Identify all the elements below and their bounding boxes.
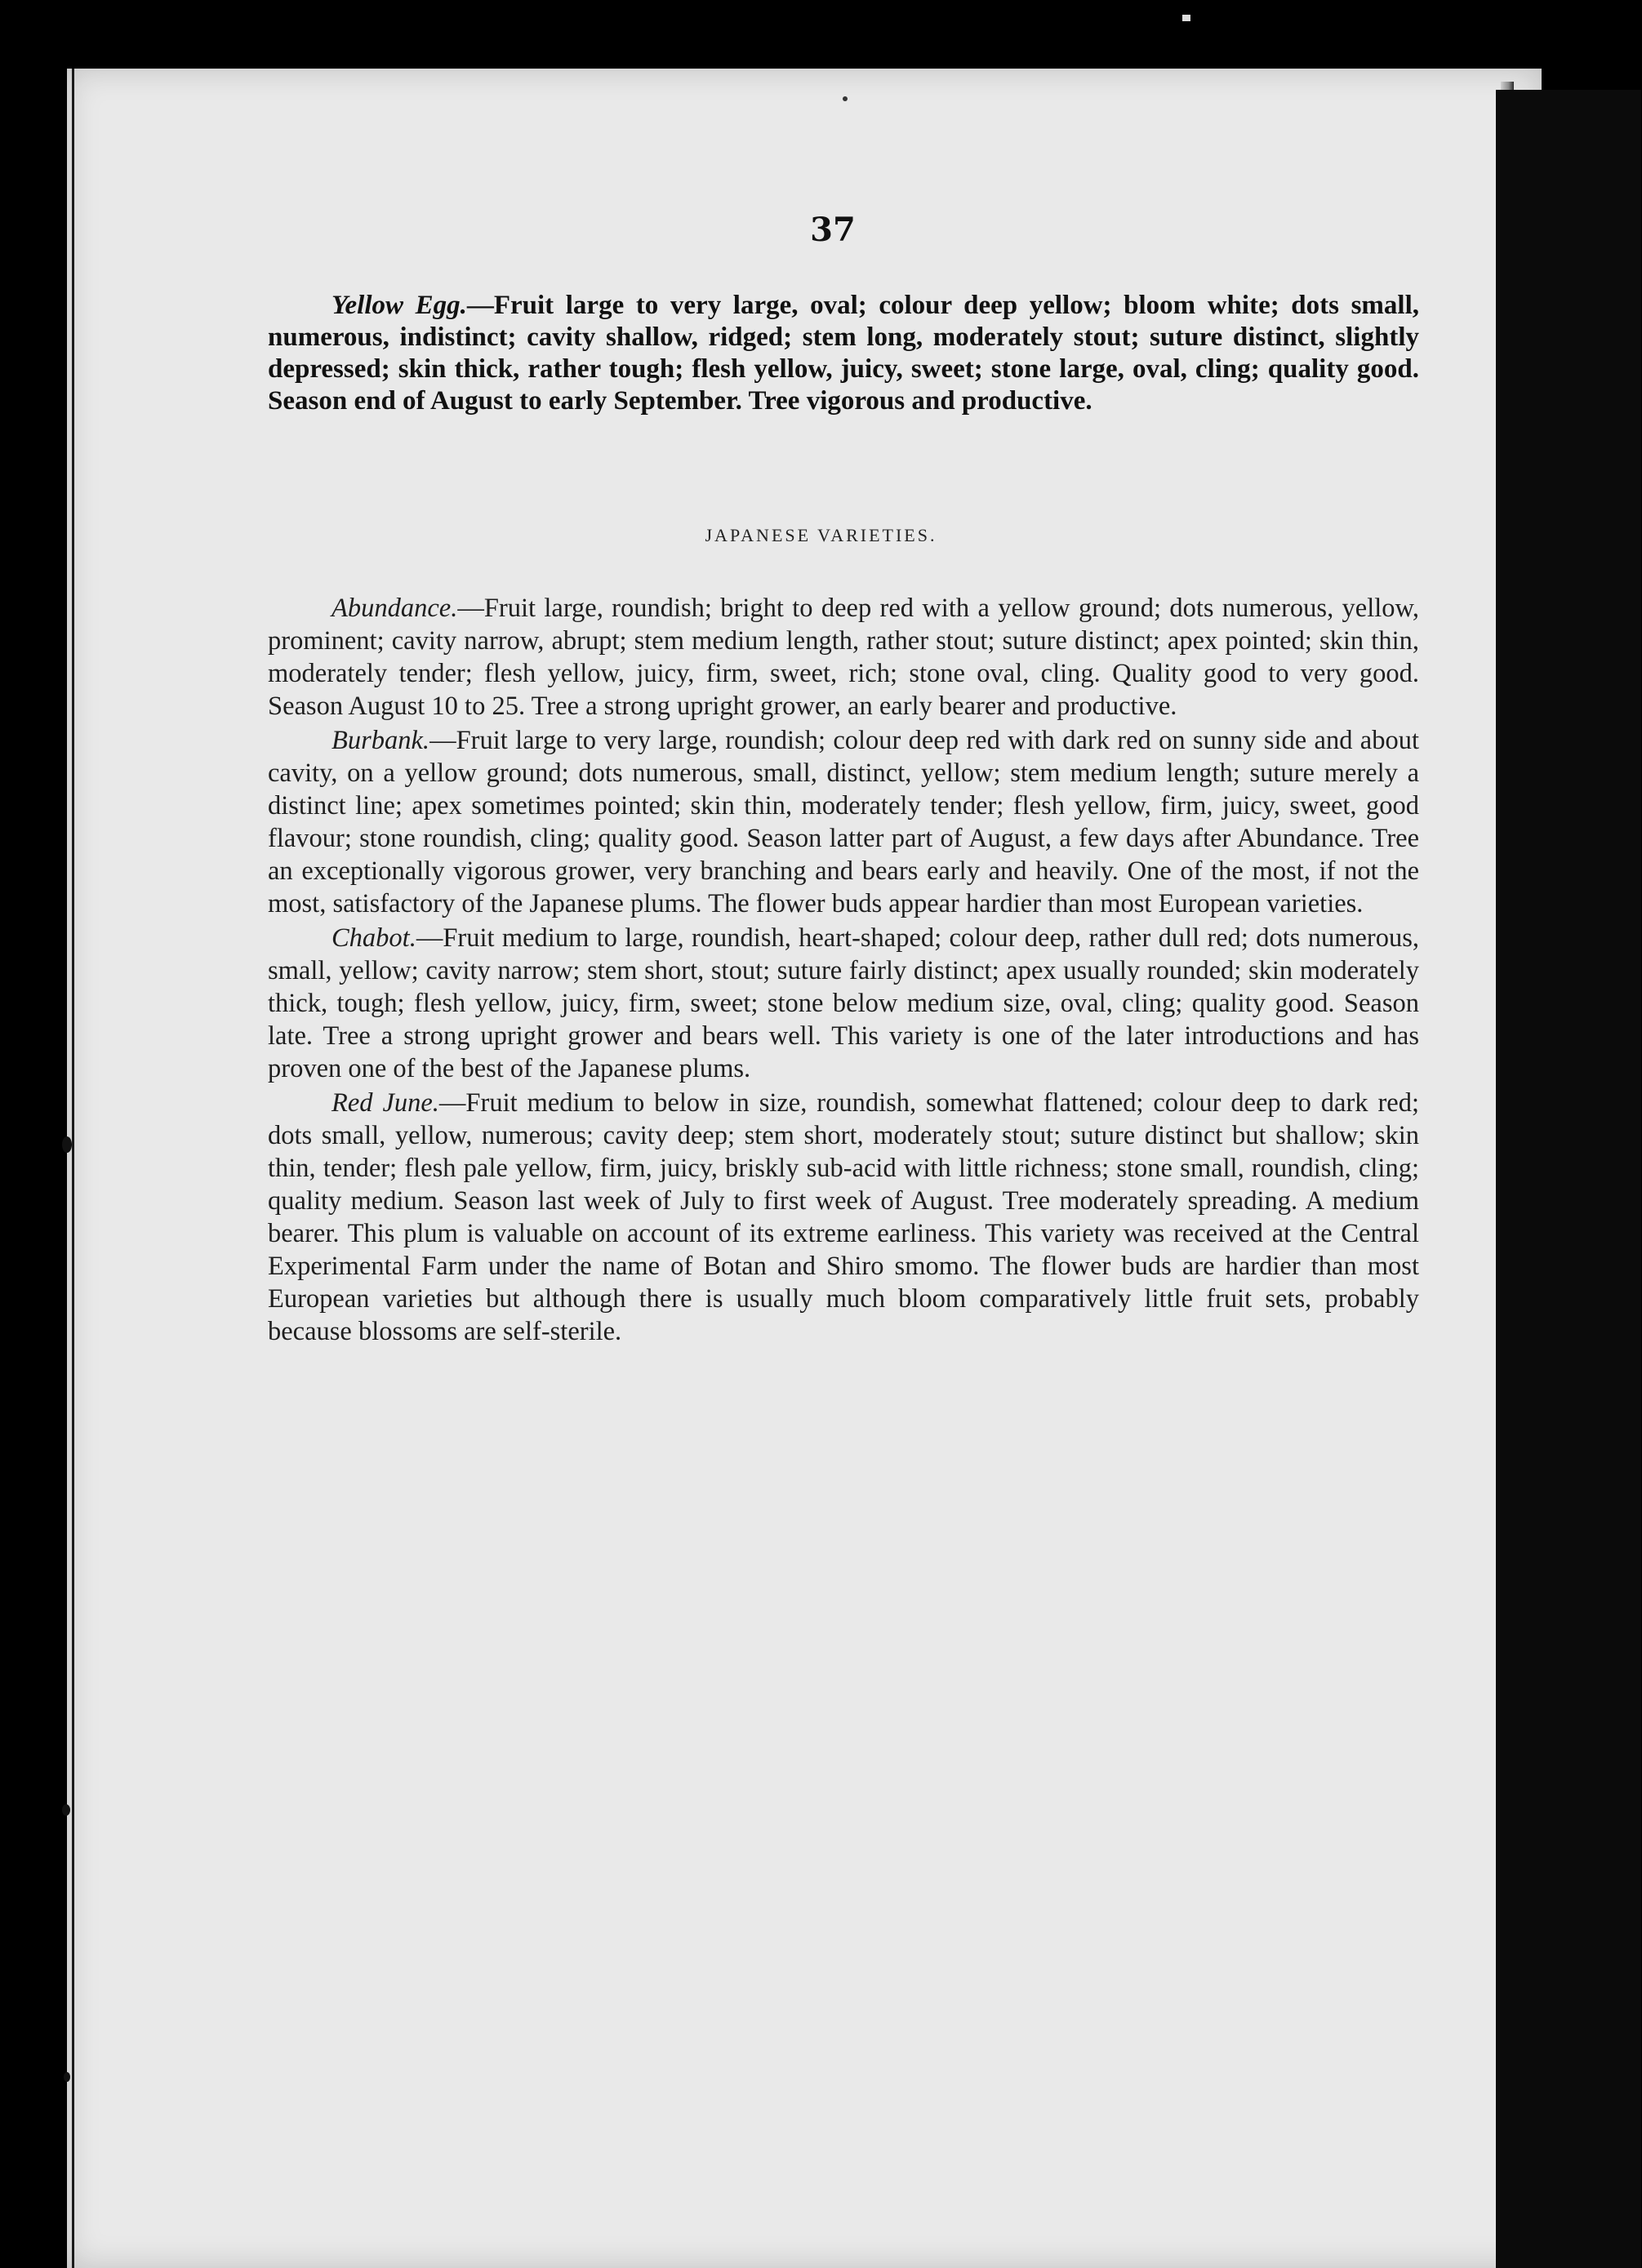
variety-description: —Fruit large, roundish; bright to deep red with a yellow ground; dots numerous, yellow, prominent; cavity narrow, abrupt; stem medium length, rather stout; suture distinct; apex pointed; skin thin, moderately tender; flesh yellow, juicy, firm, sweet, rich; stone oval, cling. Quality good to very good. Season August 10 to 25. Tree a strong upright grower, an early bearer and productive. bbox=[268, 594, 1419, 721]
variety-name: Abundance. bbox=[332, 594, 458, 623]
variety-entry-abundance bbox=[268, 592, 1419, 723]
margin-mark-3 bbox=[64, 2072, 70, 2082]
intro-entry bbox=[268, 290, 1419, 422]
variety-entry-burbank bbox=[268, 724, 1419, 920]
variety-name: Chabot. bbox=[332, 923, 416, 953]
variety-list bbox=[268, 592, 1419, 1350]
intro-paragraph bbox=[268, 290, 1419, 417]
variety-description: —Fruit large to very large, roundish; colour deep red with dark red on sunny side and about cavity, on a yellow ground; dots numerous, small, distinct, yellow; stem medium length; suture merely a distinct line; apex sometimes pointed; skin thin, moderately tender; flesh yellow, firm, juicy, sweet, good flavour; stone roundish, cling; quality good. Season latter part of August, a few days after Abundance. Tree an exceptionally vigorous grower, very branching and bears early and heavily. One of the most, if not the most, satisfactory of the Japanese plums. The flower buds appear hardier than most European varieties. bbox=[268, 726, 1419, 918]
variety-entry-chabot bbox=[268, 922, 1419, 1085]
scan-corner-mark bbox=[1182, 15, 1190, 21]
variety-description: —Fruit medium to below in size, roundish, somewhat flattened; colour deep to dark red; dots small, yellow, numerous; cavity deep; stem short, moderately stout; suture distinct but shallow; skin thin, tender; flesh pale yellow, firm, juicy, briskly sub-acid with little richness; stone small, roundish, cling; quality medium. Season last week of July to first week of August. Tree moderately spreading. A medium bearer. This plum is valuable on account of its extreme earliness. This variety was received at the Central Experimental Farm under the name of Botan and Shiro smomo. The flower buds are hardier than most European varieties but although there is usually much bloom comparatively little fruit sets, probably because blossoms are self-sterile. bbox=[268, 1088, 1419, 1346]
variety-description: —Fruit medium to large, roundish, heart-shaped; colour deep, rather dull red; dots numerous, small, yellow; cavity narrow; stem short, stout; suture fairly distinct; apex usually rounded; skin moderately thick, tough; flesh yellow, juicy, firm, sweet; stone below medium size, oval, cling; quality good. Season late. Tree a strong upright grower and bears well. This variety is one of the later introductions and has proven one of the best of the Japanese plums. bbox=[268, 923, 1419, 1083]
margin-mark-2 bbox=[62, 1804, 70, 1816]
page-gutter-line bbox=[72, 69, 74, 2268]
page-speck bbox=[843, 96, 848, 101]
section-heading: JAPANESE VARIETIES. bbox=[705, 525, 937, 545]
scan-background-right bbox=[1496, 90, 1641, 2268]
intro-description: —Fruit large to very large, oval; colour deep yellow; bloom white; dots small, numerous, indistinct; cavity shallow, ridged; stem long, moderately stout; suture distinct, slightly depressed; skin thick, rather tough; flesh yellow, juicy, sweet; stone large, oval, cling; quality good. Season end of August to early September. Tree vigorous and productive. bbox=[268, 291, 1419, 416]
page-number: 37 bbox=[810, 211, 856, 249]
margin-mark-1 bbox=[62, 1136, 72, 1153]
intro-variety-name: Yellow Egg. bbox=[332, 291, 467, 320]
variety-name: Burbank. bbox=[332, 726, 430, 755]
variety-entry-red-june bbox=[268, 1087, 1419, 1348]
variety-name: Red June. bbox=[332, 1088, 439, 1118]
